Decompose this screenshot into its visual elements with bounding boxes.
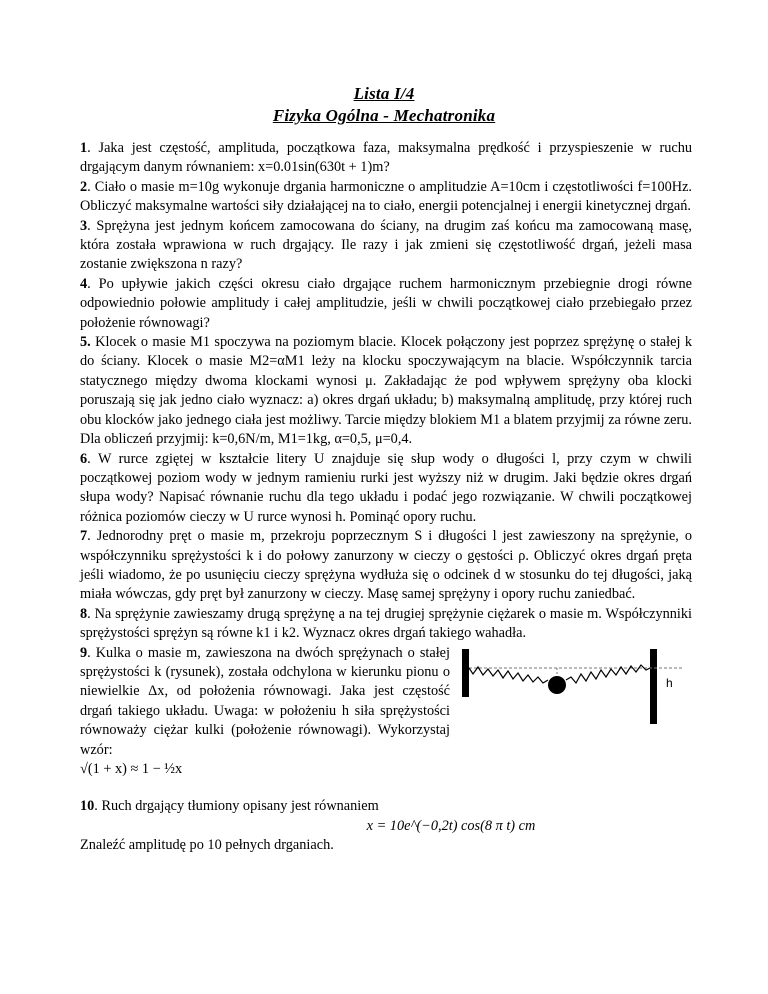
problem-list (80, 139, 692, 856)
damped-equation: x = 10e^(−0,2t) cos(8 π t) cm (366, 817, 536, 834)
problem-text: . Kulka o masie m, zawieszona na dwóch sprężynach o stałej sprężystości k (rysunek), została odchylona w kierunku pionu o niewielkie Δx, od położenia równowagi. Jaka jest częstość drgań takiego układu. Uwaga: w położeniu h siła sprężystości równoważy ciężar kulki (położenie równowagi). Wykorzystaj wzór: (80, 644, 450, 758)
problem-number: 6 (80, 450, 88, 467)
problem-text: . Sprężyna jest jednym końcem zamocowana do ściany, na drugim zaś końcu ma zamocowaną masę, która została wprawiona w ruch drgający. Ile razy i jak zmieni się częstotliwość drgań, jeżeli masa zostanie zwiększona n razy? (80, 217, 692, 273)
problem-3 (80, 217, 692, 275)
problem-1 (80, 139, 692, 178)
problem-10 (80, 797, 692, 816)
problem-text: . Jaka jest częstość, amplituda, początkowa faza, maksymalna prędkość i przyspieszenie w ruchu drgającym danym równaniem: x=0.01sin(630t + 1)m? (80, 140, 692, 176)
approx-formula: √(1 + x) ≈ 1 − ½x (80, 761, 183, 777)
problem-2 (80, 178, 692, 217)
problem-number: 10 (80, 798, 95, 815)
problem-5 (80, 333, 692, 449)
problem-number: 1 (80, 140, 88, 156)
problem-number: 8 (80, 605, 88, 622)
page-title: Lista I/4 (353, 84, 415, 103)
problem-8 (80, 605, 692, 644)
problem-text: . W rurce zgiętej w kształcie litery U znajduje się słup wody o długości l, przy czym w chwili początkowej poziom wody w jednym ramieniu rurki jest wyższy niż w drugim. Jaki będzie okres drgań słupa wody? Napisać równanie ruchu dla tego układu i podać jego rozwiązanie. W chwili początkowej różnica poziomów cieczy w U rurce wynosi h. Pominąć opory ruchu. (80, 450, 692, 525)
problem-number: 7 (80, 528, 88, 545)
problem-4 (80, 275, 692, 333)
problem-text: . Po upływie jakich części okresu ciało drgające ruchem harmonicznym przebiegnie drogi równe odpowiednio połowie amplitudy i całej amplitudzie, jeśli w chwili początkowej ciało przebiegało przez położenie równowagi? (80, 275, 692, 331)
left-spring (469, 667, 548, 683)
problem-number: 4 (80, 275, 88, 292)
problem-number: 9 (80, 644, 88, 661)
problem-text: Klocek o masie M1 spoczywa na poziomym blacie. Klocek połączony jest poprzez sprężynę o stałej k do ściany. Klocek o masie M2=αM1 leży na klocku spoczywającym na blacie. Współczynnik tarcia statycznego między dwoma klockami wynosi μ. Zakładając że pod wpływem sprężyny oba klocki poruszają się jak jedno ciało wyznacz: a) okres drgań układu; b) maksymalną amplitudę, przy której ruch obu klocków jako jednego ciała jest możliwy. Tarcie między blokiem M1 a blatem przyjmij za równe zeru. Dla obliczeń przyjmij: k=0,6N/m, M1=1kg, α=0,5, μ=0,4. (80, 334, 692, 448)
right-wall (650, 649, 657, 724)
problem-text: . Jednorodny pręt o masie m, przekroju poprzecznym S i długości l jest zawieszony na sprężynie, o współczynniku sprężystości k i do połowy zanurzony w cieczy o gęstości ρ. Obliczyć okres drgań pręta jeśli wiadomo, że po usunięciu cieczy sprężyna wydłuża się o odcinek d w stosunku do tej długości, jaką miała wówczas, gdy pręt był zanurzony w cieczy. Masę samej sprężyny i opory ruchu zaniedbać. (80, 528, 692, 603)
problem-number: 2 (80, 178, 88, 195)
problem-text: . Na sprężynie zawieszamy drugą sprężynę a na tej drugiej sprężynie ciężarek o masie m. Współczynniki sprężystości sprężyn są równe k1 i k2. Wyznacz okres drgań takiego wahadła. (80, 605, 692, 642)
spring-figure (458, 645, 688, 730)
page-subtitle: Fizyka Ogólna - Mechatronika (272, 106, 496, 125)
problem-9 (80, 644, 450, 780)
problem-number: 3 (80, 217, 88, 234)
problem-text: . Ciało o masie m=10g wykonuje drgania harmoniczne o amplitudzie A=10cm i częstotliwości f=100Hz. Obliczyć maksymalne wartości siły działającej na to ciało, energii potencjalnej i energii kinetycznej drgań. (80, 178, 692, 215)
problem-text: . Ruch drgający tłumiony opisany jest równaniem (94, 798, 379, 815)
right-spring (566, 665, 650, 683)
ball (548, 676, 566, 694)
problem-10-question: Znaleźć amplitudę po 10 pełnych drganiach. (80, 837, 334, 854)
problem-number: 5. (80, 334, 91, 351)
left-wall (462, 649, 469, 697)
problem-7 (80, 527, 692, 605)
problem-6 (80, 450, 692, 528)
h-label: h (666, 676, 673, 690)
